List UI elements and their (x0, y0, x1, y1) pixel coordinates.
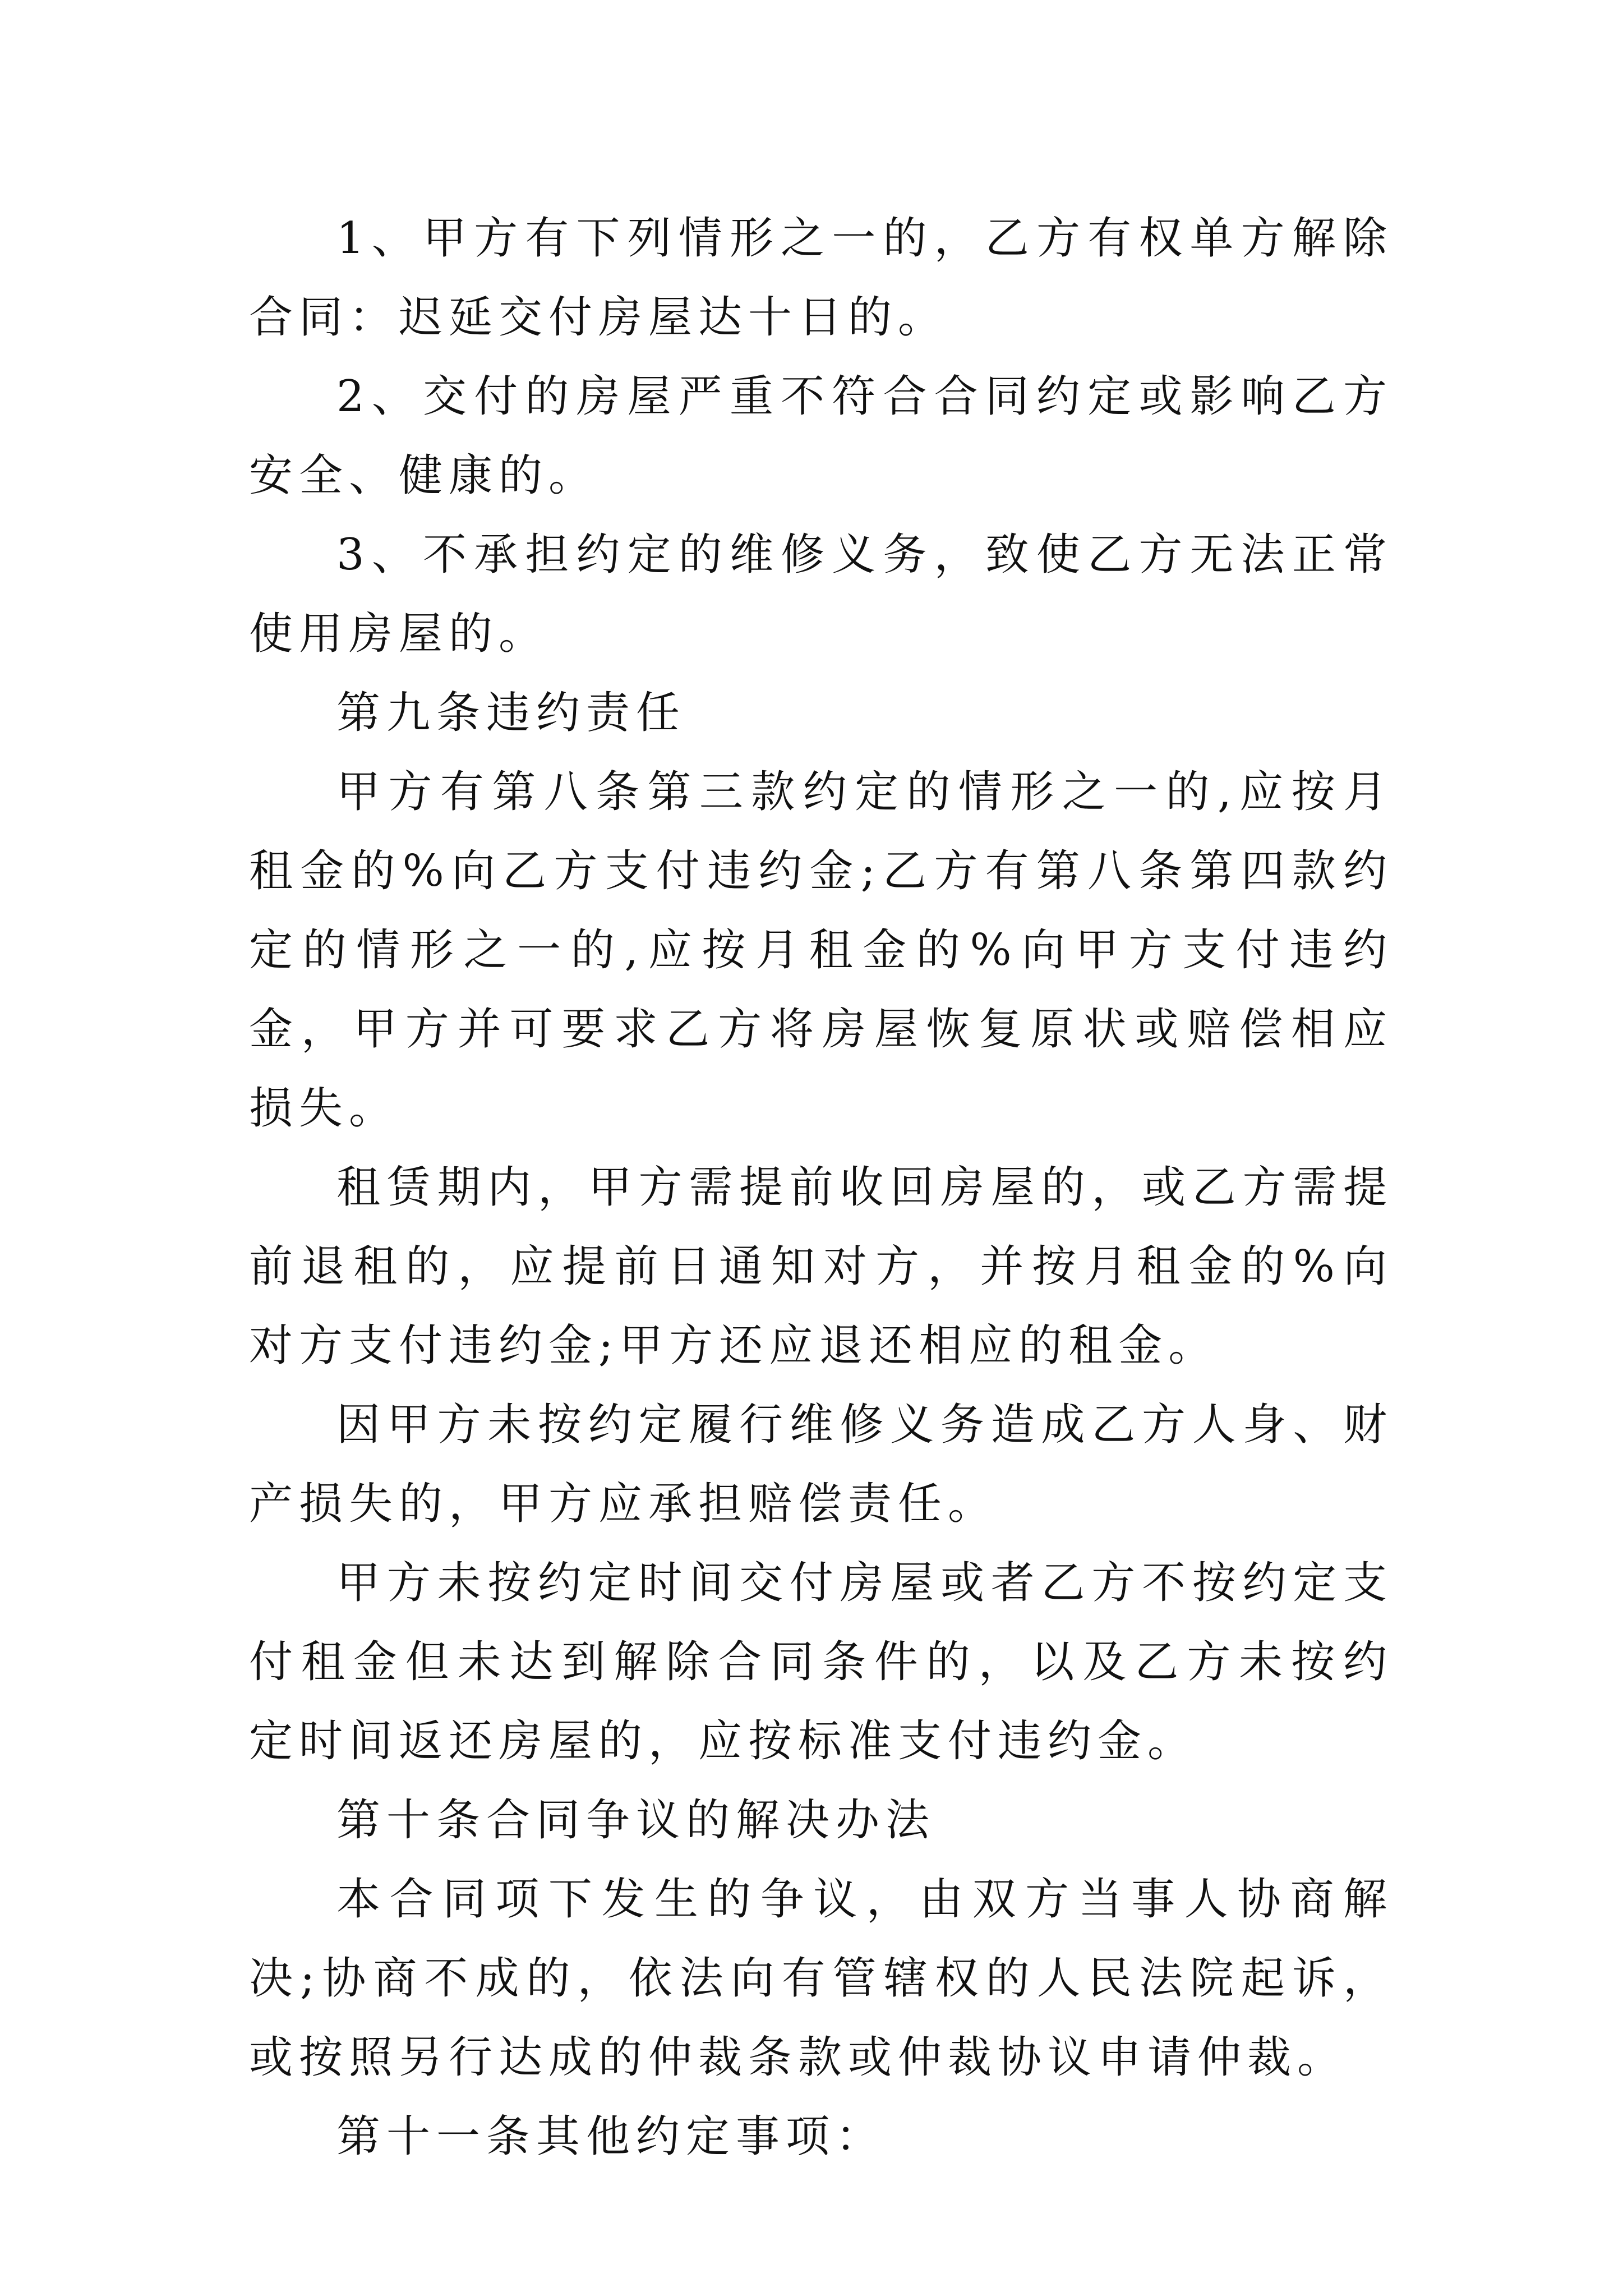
document-body (249, 199, 1393, 2177)
liability-paragraph-2: 租赁期内，甲方需提前收回房屋的，或乙方需提前退租的，应提前日通知对方，并按月租金的%向对方支付违约金;甲方还应退还相应的租金。 (249, 1162, 1393, 1371)
dispute-paragraph: 本合同项下发生的争议，由双方当事人协商解决;协商不成的，依法向有管辖权的人民法院起诉，或按照另行达成的仲裁条款或仲裁协议申请仲裁。 (249, 1874, 1393, 2083)
liability-paragraph-4: 甲方未按约定时间交付房屋或者乙方不按约定支付租金但未达到解除合同条件的，以及乙方未按约定时间返还房屋的，应按标准支付违约金。 (249, 1558, 1393, 1766)
clause-paragraph-2: 2、交付的房屋严重不符合合同约定或影响乙方安全、健康的。 (249, 371, 1393, 501)
section-heading-article-11: 第十一条其他约定事项： (336, 2111, 886, 2162)
section-heading-article-9: 第九条违约责任 (336, 688, 686, 738)
liability-paragraph-1: 甲方有第八条第三款约定的情形之一的,应按月租金的%向乙方支付违约金;乙方有第八条第四款约定的情形之一的,应按月租金的%向甲方支付违约金，甲方并可要求乙方将房屋恢复原状或赔偿相应损失。 (249, 767, 1393, 1134)
clause-paragraph-3: 3、不承担约定的维修义务，致使乙方无法正常使用房屋的。 (249, 530, 1393, 659)
liability-paragraph-3: 因甲方未按约定履行维修义务造成乙方人身、财产损失的，甲方应承担赔偿责任。 (249, 1400, 1393, 1529)
clause-paragraph-1: 1、甲方有下列情形之一的，乙方有权单方解除合同：迟延交付房屋达十日的。 (249, 213, 1393, 343)
section-heading-article-10: 第十条合同争议的解决办法 (336, 1795, 936, 1846)
